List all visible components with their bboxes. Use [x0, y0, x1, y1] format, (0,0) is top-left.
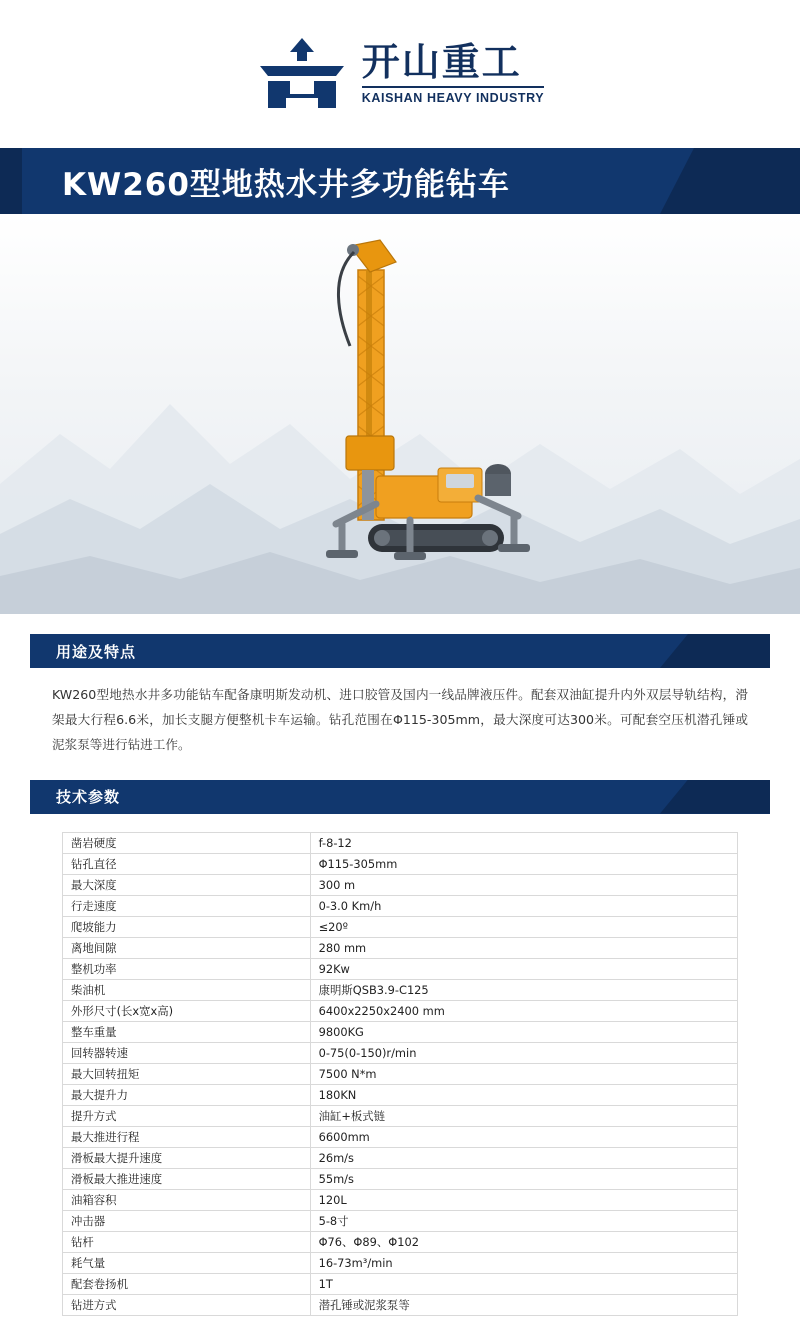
- brand-name-en: KAISHAN HEAVY INDUSTRY: [362, 86, 544, 105]
- table-row: [63, 1168, 738, 1189]
- spec-value-cell: 1T: [310, 1273, 737, 1294]
- logo-lockup: [256, 36, 544, 112]
- spec-name-cell: 整机功率: [63, 958, 311, 979]
- table-row: [63, 853, 738, 874]
- table-row: [63, 1105, 738, 1126]
- section-bar-tail: [660, 634, 770, 668]
- kaishan-mountain-logo-icon: [256, 36, 348, 112]
- table-row: [63, 895, 738, 916]
- spec-value-cell: Φ76、Φ89、Φ102: [310, 1231, 737, 1252]
- table-row: [63, 1147, 738, 1168]
- title-accent-left: [0, 148, 22, 214]
- spec-name-cell: 回转器转速: [63, 1042, 311, 1063]
- spec-value-cell: 0-75(0-150)r/min: [310, 1042, 737, 1063]
- spec-name-cell: 行走速度: [63, 895, 311, 916]
- table-row: [63, 937, 738, 958]
- spec-value-cell: 300 m: [310, 874, 737, 895]
- spec-value-cell: 0-3.0 Km/h: [310, 895, 737, 916]
- table-row: [63, 1273, 738, 1294]
- spec-name-cell: 最大深度: [63, 874, 311, 895]
- table-row: [63, 1042, 738, 1063]
- page-title: KW260型地热水井多功能钻车: [62, 166, 510, 203]
- table-row: [63, 1021, 738, 1042]
- section-header-usage: [30, 634, 770, 668]
- title-accent-right: [660, 148, 800, 214]
- table-row: [63, 832, 738, 853]
- spec-value-cell: 16-73m³/min: [310, 1252, 737, 1273]
- spec-table-body: [63, 832, 738, 1315]
- spec-value-cell: 55m/s: [310, 1168, 737, 1189]
- spec-value-cell: 120L: [310, 1189, 737, 1210]
- spec-value-cell: 9800KG: [310, 1021, 737, 1042]
- logo-text: [361, 39, 545, 106]
- spec-name-cell: 最大提升力: [63, 1084, 311, 1105]
- spec-name-cell: 耗气量: [63, 1252, 311, 1273]
- spec-name-cell: 最大推进行程: [63, 1126, 311, 1147]
- spec-value-cell: 潜孔锤或泥浆泵等: [310, 1294, 737, 1315]
- table-row: [63, 1000, 738, 1021]
- spec-value-cell: 7500 N*m: [310, 1063, 737, 1084]
- brand-name-cn: 开山重工: [361, 39, 522, 84]
- technical-parameters-table: [62, 832, 738, 1316]
- spec-name-cell: 滑板最大推进速度: [63, 1168, 311, 1189]
- spec-value-cell: 280 mm: [310, 937, 737, 958]
- document-title-band: [0, 148, 800, 214]
- spec-name-cell: 柴油机: [63, 979, 311, 1000]
- spec-name-cell: 配套卷扬机: [63, 1273, 311, 1294]
- table-row: [63, 1189, 738, 1210]
- spec-name-cell: 滑板最大提升速度: [63, 1147, 311, 1168]
- section-header-specs-label: 技术参数: [56, 788, 121, 807]
- table-row: [63, 1126, 738, 1147]
- spec-value-cell: 26m/s: [310, 1147, 737, 1168]
- spec-value-cell: Φ115-305mm: [310, 853, 737, 874]
- table-row: [63, 1210, 738, 1231]
- spec-name-cell: 提升方式: [63, 1105, 311, 1126]
- spec-value-cell: ≤20º: [310, 916, 737, 937]
- brand-header: [0, 0, 800, 148]
- spec-name-cell: 爬坡能力: [63, 916, 311, 937]
- spec-value-cell: 油缸+板式链: [310, 1105, 737, 1126]
- table-row: [63, 958, 738, 979]
- spec-value-cell: 92Kw: [310, 958, 737, 979]
- section-header-specs: [30, 780, 770, 814]
- spec-value-cell: 180KN: [310, 1084, 737, 1105]
- spec-name-cell: 凿岩硬度: [63, 832, 311, 853]
- spec-name-cell: 最大回转扭矩: [63, 1063, 311, 1084]
- spec-value-cell: 6400x2250x2400 mm: [310, 1000, 737, 1021]
- spec-name-cell: 冲击器: [63, 1210, 311, 1231]
- table-row: [63, 874, 738, 895]
- table-row: [63, 1252, 738, 1273]
- table-row: [63, 1231, 738, 1252]
- spec-name-cell: 钻孔直径: [63, 853, 311, 874]
- spec-value-cell: 康明斯QSB3.9-C125: [310, 979, 737, 1000]
- spec-name-cell: 外形尺寸(长x宽x高): [63, 1000, 311, 1021]
- usage-description-text: KW260型地热水井多功能钻车配备康明斯发动机、进口胶管及国内一线品牌液压件。配套双油缸提升内外双层导轨结构，滑架最大行程6.6米，加长支腿方便整机卡车运输。钻孔范围在Φ115-305mm，最大深度可达300米。可配套空压机潜孔锤或泥浆泵等进行钻进工作。: [52, 687, 748, 753]
- spec-name-cell: 整车重量: [63, 1021, 311, 1042]
- spec-value-cell: 6600mm: [310, 1126, 737, 1147]
- section-bar-tail: [660, 780, 770, 814]
- table-row: [63, 979, 738, 1000]
- table-row: [63, 916, 738, 937]
- spec-value-cell: 5-8寸: [310, 1210, 737, 1231]
- spec-name-cell: 油箱容积: [63, 1189, 311, 1210]
- spec-name-cell: 离地间隙: [63, 937, 311, 958]
- table-row: [63, 1063, 738, 1084]
- spec-name-cell: 钻进方式: [63, 1294, 311, 1315]
- drill-rig-illustration-icon: [250, 236, 550, 596]
- spec-name-cell: 钻杆: [63, 1231, 311, 1252]
- spec-value-cell: f-8-12: [310, 832, 737, 853]
- section-header-usage-label: 用途及特点: [56, 642, 137, 661]
- table-row: [63, 1084, 738, 1105]
- hero-product-image: [0, 214, 800, 614]
- table-row: [63, 1294, 738, 1315]
